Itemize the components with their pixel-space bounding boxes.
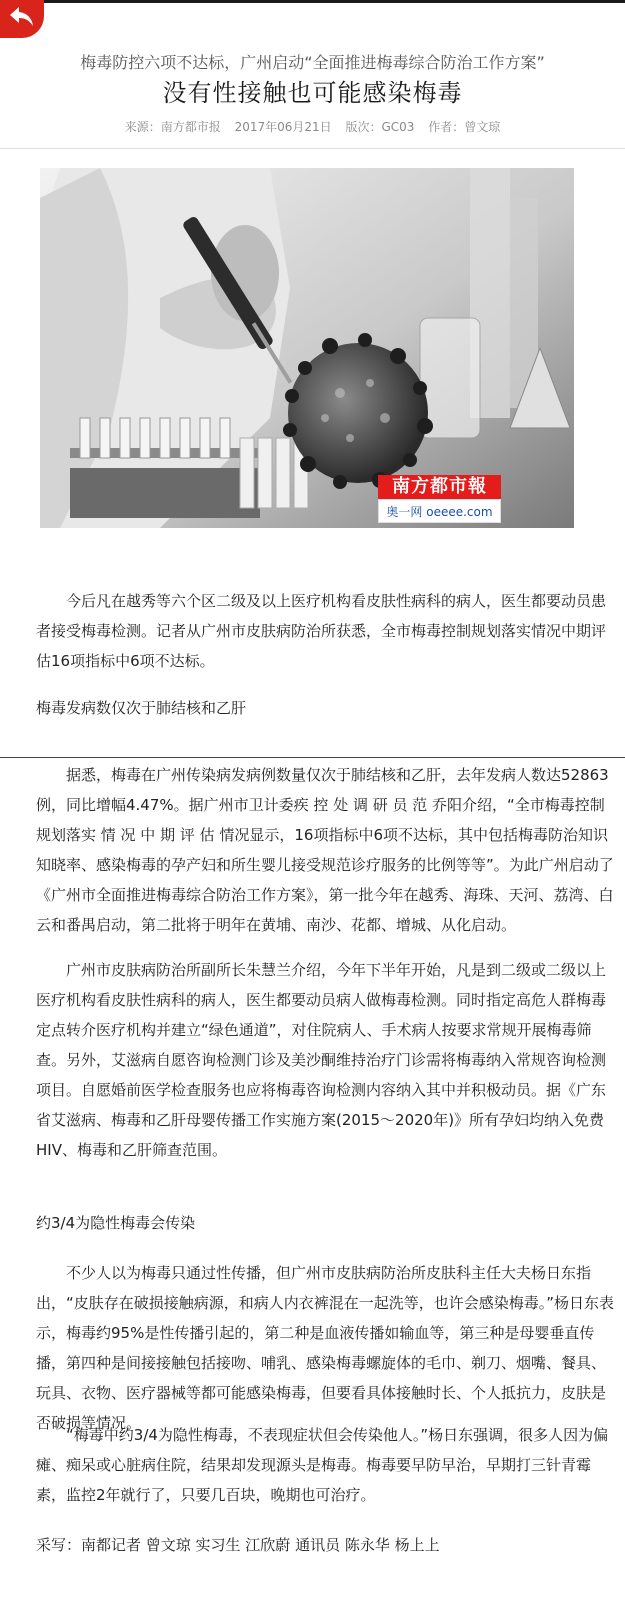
section-heading-1-text: 梅毒发病数仅次于肺结核和乙肝 — [36, 699, 247, 717]
newspaper-logo — [378, 475, 501, 523]
article-title: 没有性接触也可能感染梅毒 — [162, 79, 463, 107]
paragraph-3: 广州市皮肤病防治所副所长朱慧兰介绍，今年下半年开始，凡是到二级或二级以上医疗机构看皮肤性病科的病人，医生都要动员病人做梅毒检测。同时指定高危人群梅毒定点转介医疗机构并建立“绿色通道”，对住院病人、手术病人按要求常规开展梅毒筛查。另外，艾滋病自愿咨询检测门诊及美沙酮维持治疗门诊需将梅毒纳入常规咨询检测项目。自愿婚前医学检查服务也应将梅毒咨询检测内容纳入其中并积极动员。据《广东省艾滋病、梅毒和乙肝母婴传播工作实施方案(2015～2020年)》所有孕妇均纳入免费HIV、梅毒和乙肝筛查范围。 — [36, 961, 607, 1159]
back-arrow-icon — [8, 4, 36, 30]
section-heading-2 — [36, 1208, 616, 1238]
lab-scene-illustration — [40, 168, 574, 528]
section-divider — [0, 757, 625, 758]
section-heading-1 — [36, 693, 616, 723]
top-border — [0, 0, 625, 3]
meta-date: 2017年06月21日 — [234, 120, 332, 134]
article-meta — [0, 118, 625, 135]
meta-edition: 版次：GC03 — [345, 120, 415, 134]
section-heading-2-text: 约3/4为隐性梅毒会传染 — [36, 1214, 196, 1232]
paragraph-1: 今后凡在越秀等六个区二级及以上医疗机构看皮肤性病科的病人，医生都要动员患者接受梅毒检测。记者从广州市皮肤病防治所获悉，全市梅毒控制规划落实情况中期评估16项指标中6项不达标。 — [36, 592, 607, 670]
paragraph-2: 据悉，梅毒在广州传染病发病例数量仅次于肺结核和乙肝，去年发病人数达52863例，同比增幅4.47%。据广州市卫计委疾 控 处 调 研 员 范 乔阳介绍，“全市梅毒控制规划落实 情 况 中 期 评 估 情况显示，16项指标中6项不达标，其中包括梅毒防治知识知晓率、感染梅毒的孕产妇和所生婴儿接受规范诊疗服务的比例等等”。为此广州启动了《广州市全面推进梅毒综合防治工作方案》，第一批今年在越秀、海珠、天河、荔湾、白云和番禺启动，第二批将于明年在黄埔、南沙、花都、增城、从化启动。 — [36, 766, 614, 934]
logo-bottom-text: 奥一网 oeeee.com — [378, 499, 501, 523]
meta-author: 作者：曾文琼 — [428, 120, 501, 134]
header-divider — [0, 148, 625, 149]
article-subtitle: 梅毒防控六项不达标，广州启动“全面推进梅毒综合防治工作方案” — [80, 53, 545, 72]
article-photo — [40, 168, 574, 528]
credits-text: 采写：南都记者 曾文琼 实习生 江欣蔚 通讯员 陈永华 杨上上 — [36, 1536, 440, 1554]
meta-source: 来源：南方都市报 — [124, 120, 221, 134]
paragraph-5: “梅毒中约3/4为隐性梅毒，不表现症状但会传染他人。”杨日东强调，很多人因为偏瘫、痴呆或心脏病住院，结果却发现源头是梅毒。梅毒要早防早治，早期打三针青霉素，监控2年就行了，只要几百块，晚期也可治疗。 — [36, 1426, 609, 1504]
back-button[interactable] — [0, 0, 44, 38]
paragraph-4: 不少人以为梅毒只通过性传播，但广州市皮肤病防治所皮肤科主任大夫杨日东指出，“皮肤存在破损接触病源，和病人内衣裤混在一起洗等，也许会感染梅毒。”杨日东表示，梅毒约95%是性传播引起的，第二种是血液传播如输血等，第三种是母婴垂直传播，第四种是间接接触包括接吻、哺乳、感染梅毒螺旋体的毛巾、剃刀、烟嘴、餐具、玩具、衣物、医疗器械等都可能感染梅毒，但要看具体接触时长、个人抵抗力，皮肤是否破损等情况。 — [36, 1264, 615, 1432]
logo-top-text: 南方都市報 — [378, 475, 501, 499]
credits — [36, 1530, 616, 1560]
